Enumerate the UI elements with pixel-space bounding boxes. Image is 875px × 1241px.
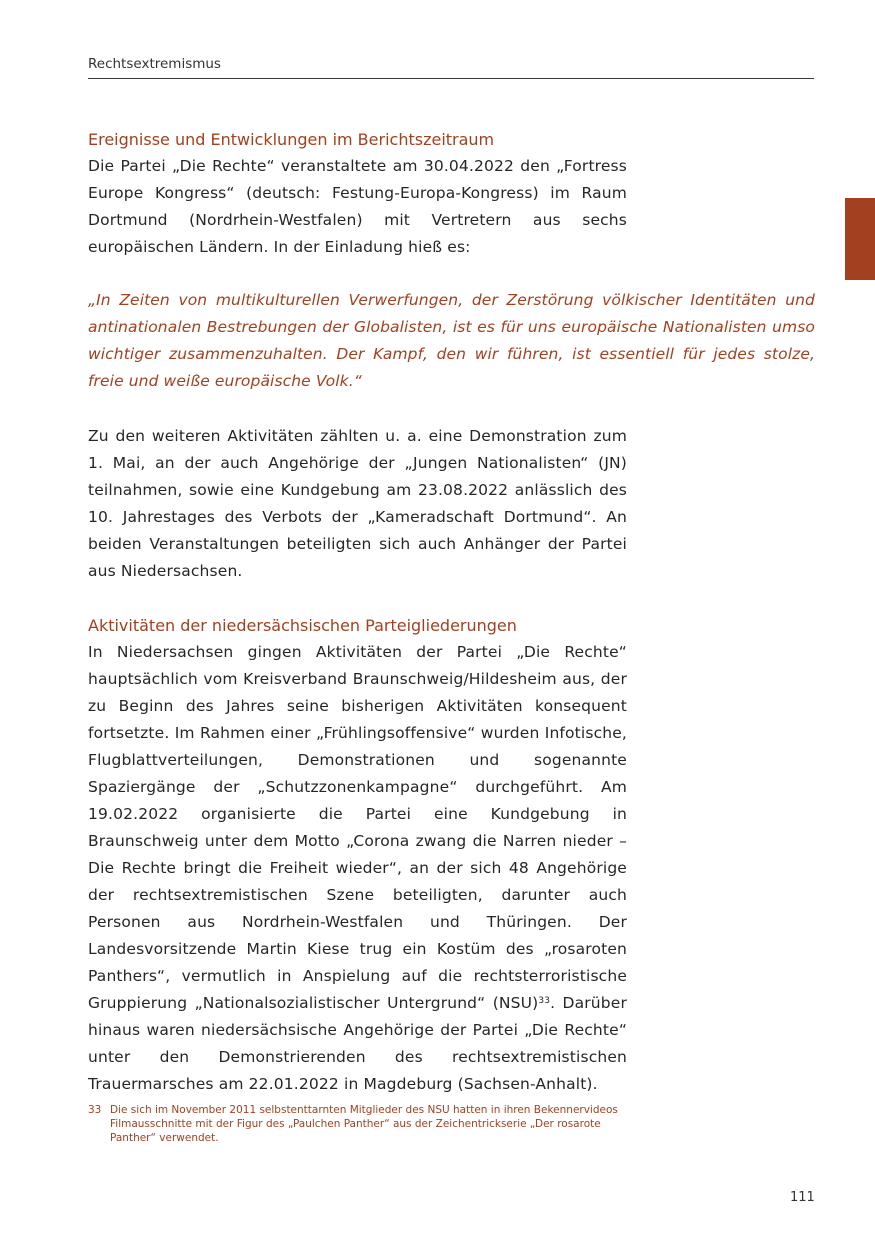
section-heading-ereignisse: Ereignisse und Entwicklungen im Berichtszeitraum [88,130,495,149]
paragraph-niedersachsen-text: In Niedersachsen gingen Aktivitäten der Partei „Die Rechte“ hauptsächlich vom Kreisverband Braunschweig/Hildesheim aus, der zu Beginn des Jahres seine bisherigen Aktivitäten konsequent fortsetzte. Im Rahmen einer „Frühlingsoffensive“ wurden Infotische, Flugblattverteilungen, Demonstrationen und sogenannte Spaziergänge der „Schutzzonenkampagne“ durchgeführt. Am 19.02.2022 organisierte die Partei eine Kundgebung in Braunschweig unter dem Motto „Corona zwang die Narren nieder – Die Rechte bringt die Freiheit wieder“, an der sich 48 Angehörige der rechtsextremistischen Szene beteiligten, darunter auch Personen aus Nordrhein-Westfalen und Thüringen. Der Landesvorsitzende Martin Kiese trug ein Kostüm des „rosaroten Panthers“, vermutlich in Anspielung auf die rechtsterroristische Gruppierung „Nationalsozialistischer Untergrund“ (NSU) [88,643,627,1012]
section-heading-niedersachsen: Aktivitäten der niedersächsischen Parteigliederungen [88,616,517,635]
chapter-marker-tab [845,198,875,280]
paragraph-weitere-aktivitaeten: Zu den weiteren Aktivitäten zählten u. a. eine Demonstration zum 1. Mai, an der auch Angehörige der „Jungen Nationalisten“ (JN) teilnahmen, sowie eine Kundgebung am 23.08.2022 anlässlich des 10. Jahrestages des Verbots der „Kameradschaft Dortmund“. An beiden Veranstaltungen beteiligten sich auch Anhänger der Partei aus Niedersachsen. [88,427,627,580]
paragraph-niedersachsen [88,639,627,1098]
section-ereignisse [88,126,627,261]
paragraph-further-activities [88,423,627,585]
footnote-number: 33 [88,1104,102,1116]
paragraph-fortress-europe: Die Partei „Die Rechte“ veranstaltete am 30.04.2022 den „Fortress Europe Kongress“ (deutsch: Festung-Europa-Kongress) im Raum Dortmund (Nordrhein-Westfalen) mit Vertretern aus sechs europäischen Ländern. In der Einladung hieß es: [88,157,627,256]
footnote-text: Die sich im November 2011 selbstenttarnten Mitglieder des NSU hatten in ihren Bekennervideos Filmausschnitte mit der Figur des „Paulchen Panther“ aus der Zeichentrickserie „Der rosarote Panther“ verwendet. [110,1104,618,1144]
section-niedersachsen [88,612,627,1098]
header-rule [88,78,814,79]
invitation-quote: „In Zeiten von multikulturellen Verwerfungen, der Zerstörung völkischer Identitäten und antinationalen Bestrebungen der Globalisten, ist es für uns europäische Nationalisten umso wichtiger zusammenzuhalten. Der Kampf, den wir führen, ist essentiell für jedes stolze, freie und weiße europäische Volk.“ [88,291,815,390]
page-number: 111 [790,1190,815,1205]
running-title: Rechtsextremismus [88,56,221,72]
paragraph-niedersachsen-continued: . Darüber hinaus waren niedersächsische Angehörige der Partei „Die Rechte“ unter den Demonstrierenden des rechtsextremistischen Trauermarsches am 22.01.2022 in Magdeburg (Sachsen-Anhalt). [88,994,627,1093]
footnote-reference[interactable]: 33 [538,996,551,1006]
